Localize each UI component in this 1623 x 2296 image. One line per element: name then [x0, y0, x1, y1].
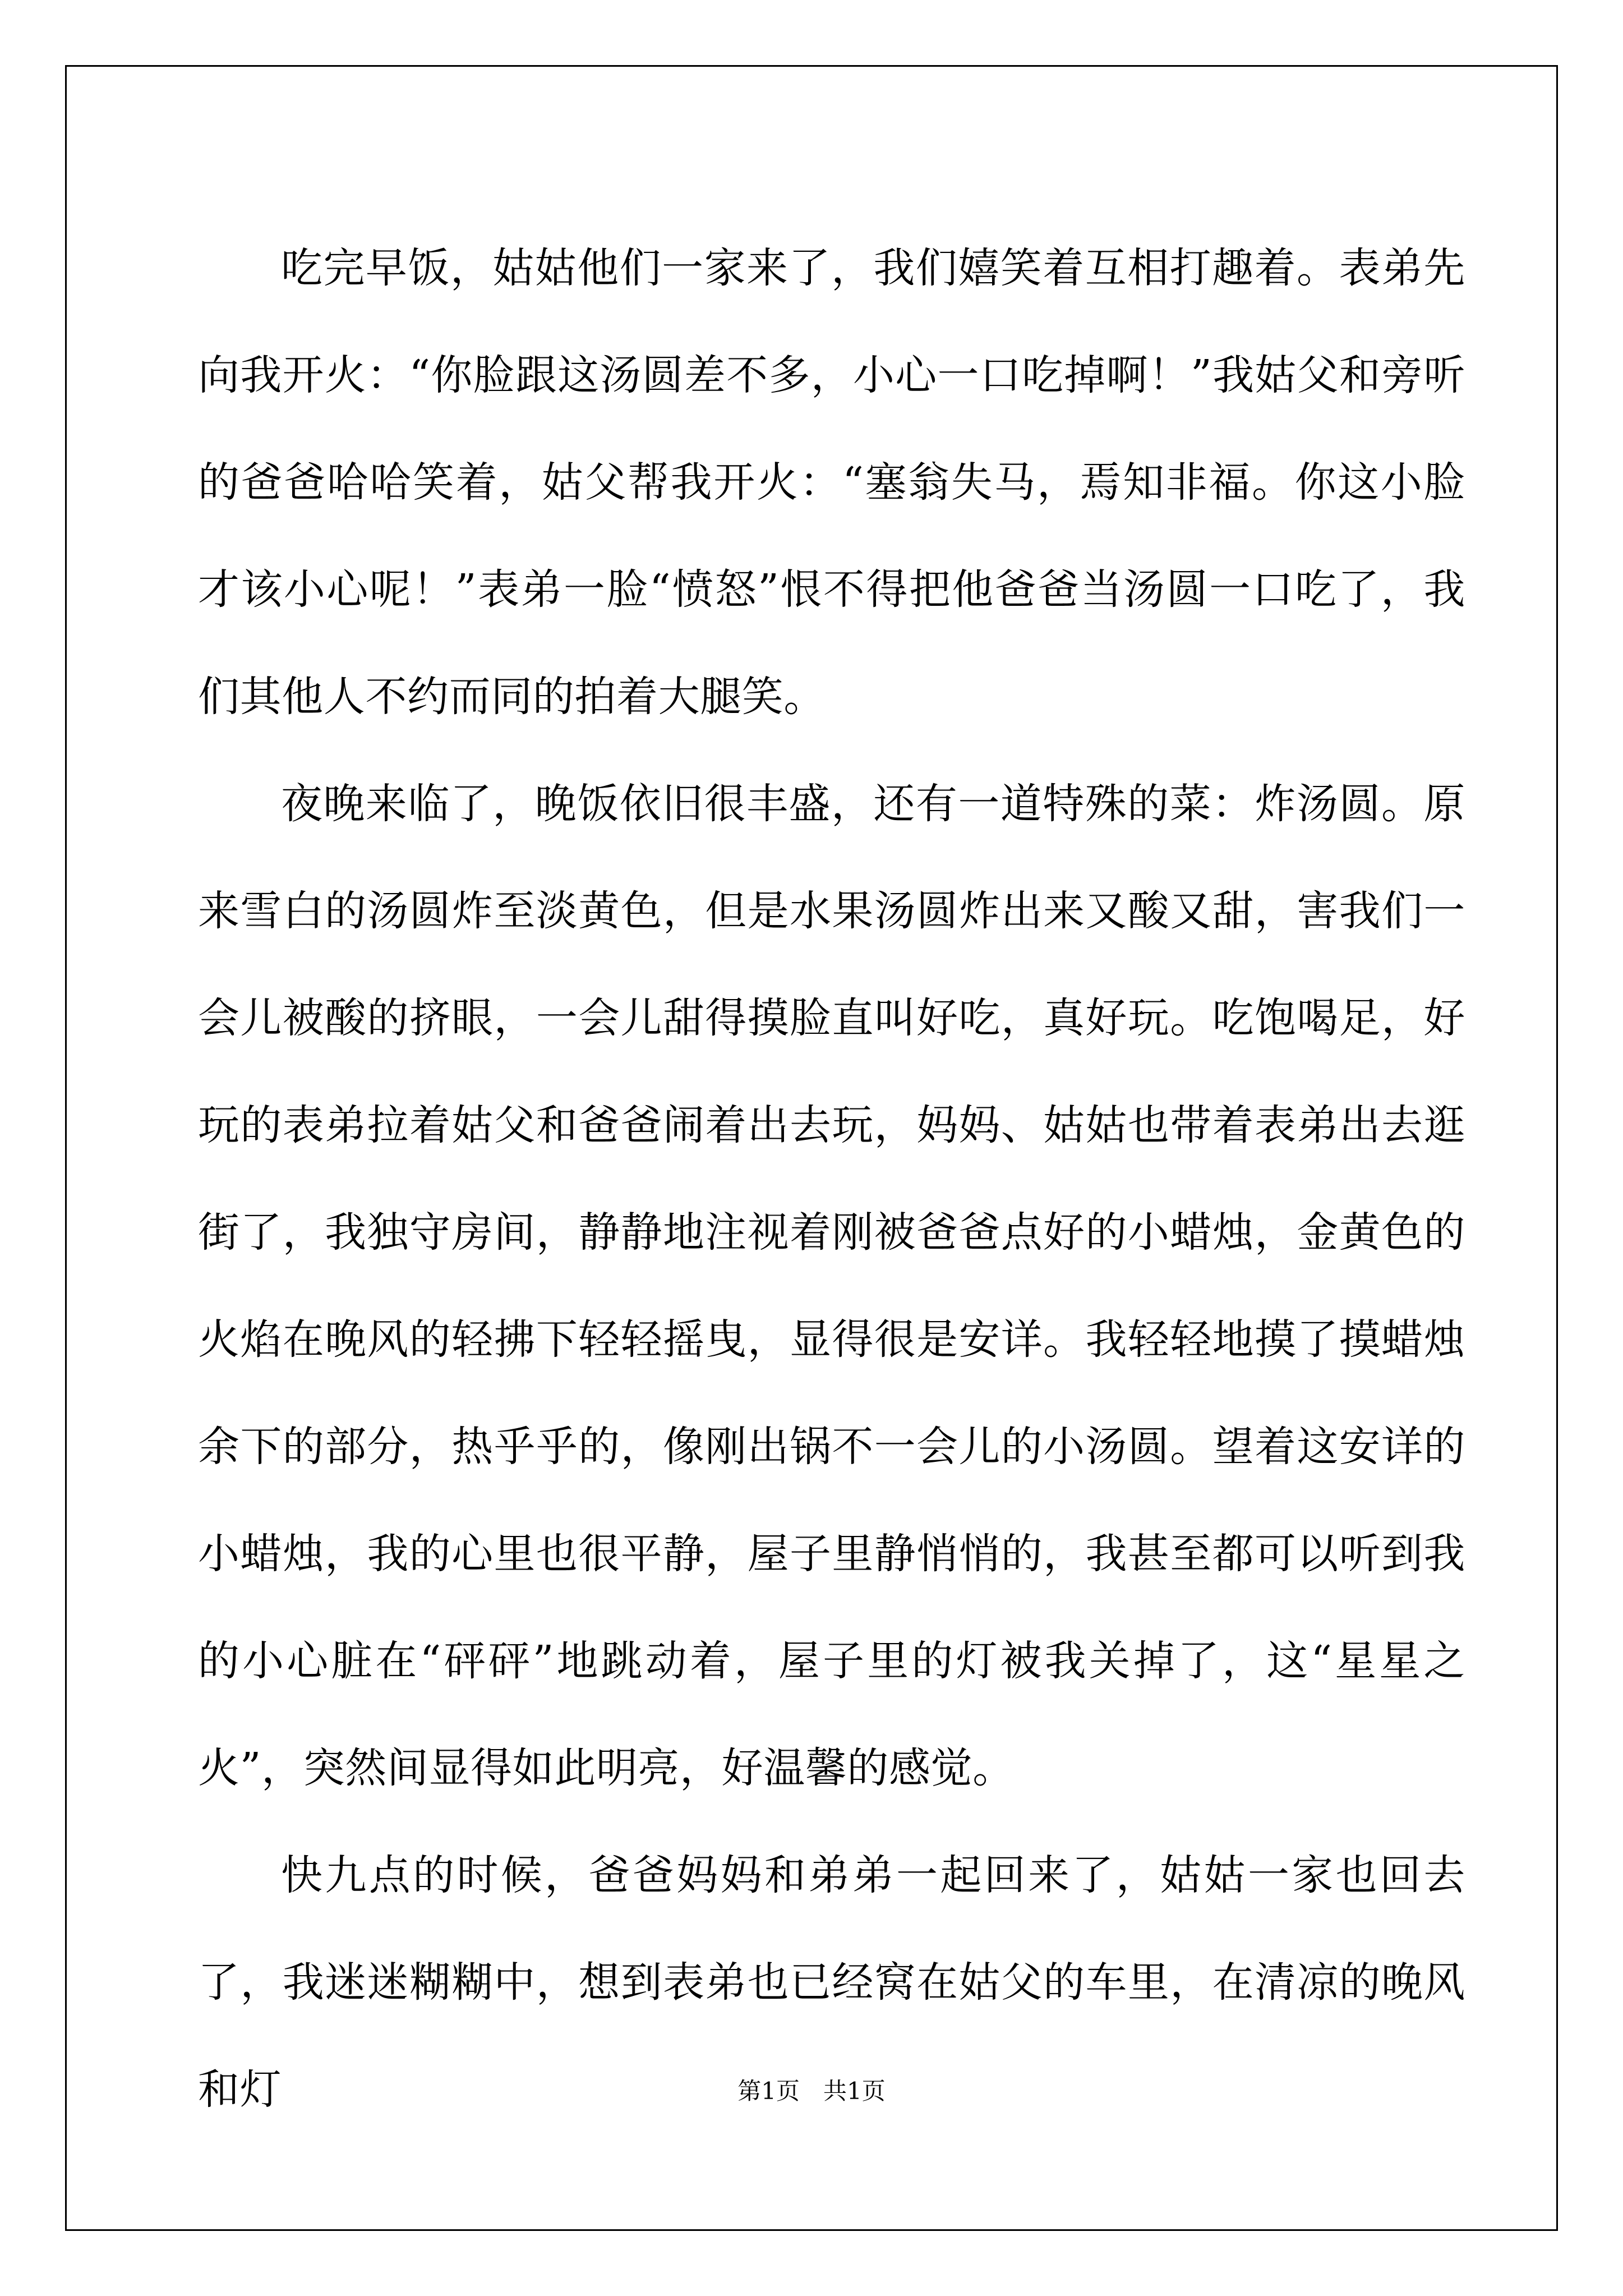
- paragraph-breakfast: 吃完早饭，姑姑他们一家来了，我们嬉笑着互相打趣着。表弟先向我开火：“你脸跟这汤圆差不多，小心一口吃掉啊！”我姑父和旁听的爸爸哈哈笑着，姑父帮我开火：“塞翁失马，焉知非福。你这小脸才该小心呢！”表弟一脸“愤怒”恨不得把他爸爸当汤圆一口吃了，我们其他人不约而同的拍着大腿笑。: [198, 244, 1465, 721]
- paragraph-nine-oclock: 快九点的时候，爸爸妈妈和弟弟一起回来了，姑姑一家也回去了，我迷迷糊糊中，想到表弟也已经窝在姑父的车里，在清凉的晚风和灯: [198, 1851, 1465, 2114]
- document-body: [198, 215, 1465, 2143]
- page-number-footer: 第1页 共1页: [737, 2077, 886, 2105]
- paragraph-evening: 夜晚来临了，晚饭依旧很丰盛，还有一道特殊的菜：炸汤圆。原来雪白的汤圆炸至淡黄色，但是水果汤圆炸出来又酸又甜，害我们一会儿被酸的挤眼，一会儿甜得摸脸直叫好吃，真好玩。吃饱喝足，好玩的表弟拉着姑父和爸爸闹着出去玩，妈妈、姑姑也带着表弟出去逛街了，我独守房间，静静地注视着刚被爸爸点好的小蜡烛，金黄色的火焰在晚风的轻拂下轻轻摇曳，显得很是安详。我轻轻地摸了摸蜡烛余下的部分，热乎乎的，像刚出锅不一会儿的小汤圆。望着这安详的小蜡烛，我的心里也很平静，屋子里静悄悄的，我甚至都可以听到我的小心脏在“砰砰”地跳动着，屋子里的灯被我关掉了，这“星星之火”，突然间显得如此明亮，好温馨的感觉。: [198, 780, 1465, 1792]
